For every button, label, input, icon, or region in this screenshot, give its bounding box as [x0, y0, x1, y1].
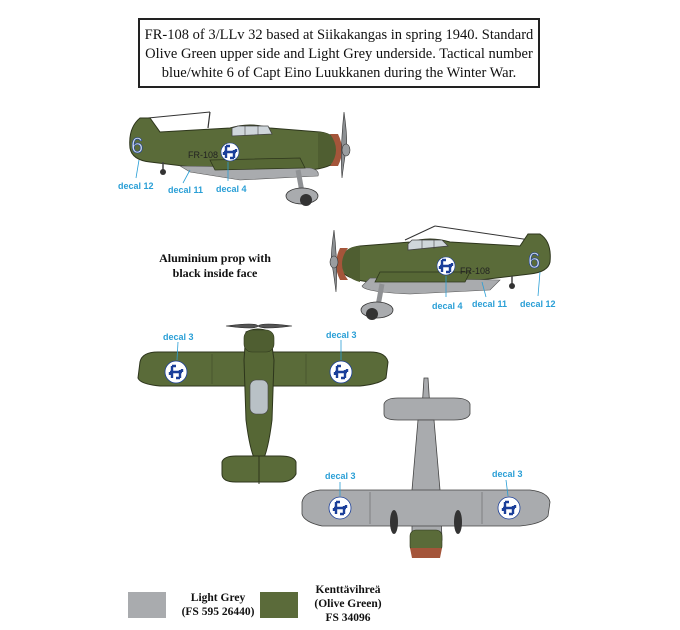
decal-label: decal 4 — [216, 184, 247, 194]
prop-note — [150, 251, 280, 281]
caption-line-2: Olive Green upper side and Light Grey underside. Tactical number — [145, 46, 533, 62]
legend-light-grey-fs: (FS 595 26440) — [181, 606, 255, 618]
prop-note-line-1: Aluminium prop with — [159, 251, 271, 265]
legend-olive-green-label — [300, 583, 396, 625]
decal-label: decal 3 — [163, 332, 194, 342]
legend-light-grey-name: Light Grey — [190, 592, 246, 604]
decal-label: decal 3 — [492, 469, 523, 479]
side-view-left — [118, 112, 350, 206]
legend-olive-green-name: Kenttävihreä — [315, 584, 381, 596]
tactical-number-left: 6 — [131, 133, 144, 158]
prop-note-line-2: black inside face — [172, 266, 258, 280]
swatch-olive-green — [260, 592, 298, 618]
caption-line-3: blue/white 6 of Capt Eino Luukkanen during the Winter War. — [161, 65, 517, 81]
decal-label: decal 4 — [432, 301, 463, 311]
decal-label: decal 3 — [326, 330, 357, 340]
legend-light-grey-label — [168, 591, 268, 619]
side-view-right — [330, 226, 556, 320]
tactical-number-right: 6 — [528, 248, 541, 273]
decal-label: decal 3 — [325, 471, 356, 481]
decal-label: decal 12 — [520, 299, 556, 309]
caption-line-1: FR-108 of 3/LLv 32 based at Siikakangas in spring 1940. Standard — [144, 27, 534, 43]
registration-left: FR-108 — [188, 150, 219, 160]
top-view — [138, 324, 388, 484]
decal-label: decal 11 — [472, 299, 508, 309]
legend-olive-green-english: (Olive Green) — [314, 598, 382, 610]
decal-label: decal 12 — [118, 181, 154, 191]
legend-olive-green-fs: FS 34096 — [325, 612, 371, 624]
swatch-light-grey — [128, 592, 166, 618]
bottom-view — [302, 378, 550, 558]
registration-right: FR-108 — [460, 266, 491, 276]
decal-label: decal 11 — [168, 185, 204, 195]
